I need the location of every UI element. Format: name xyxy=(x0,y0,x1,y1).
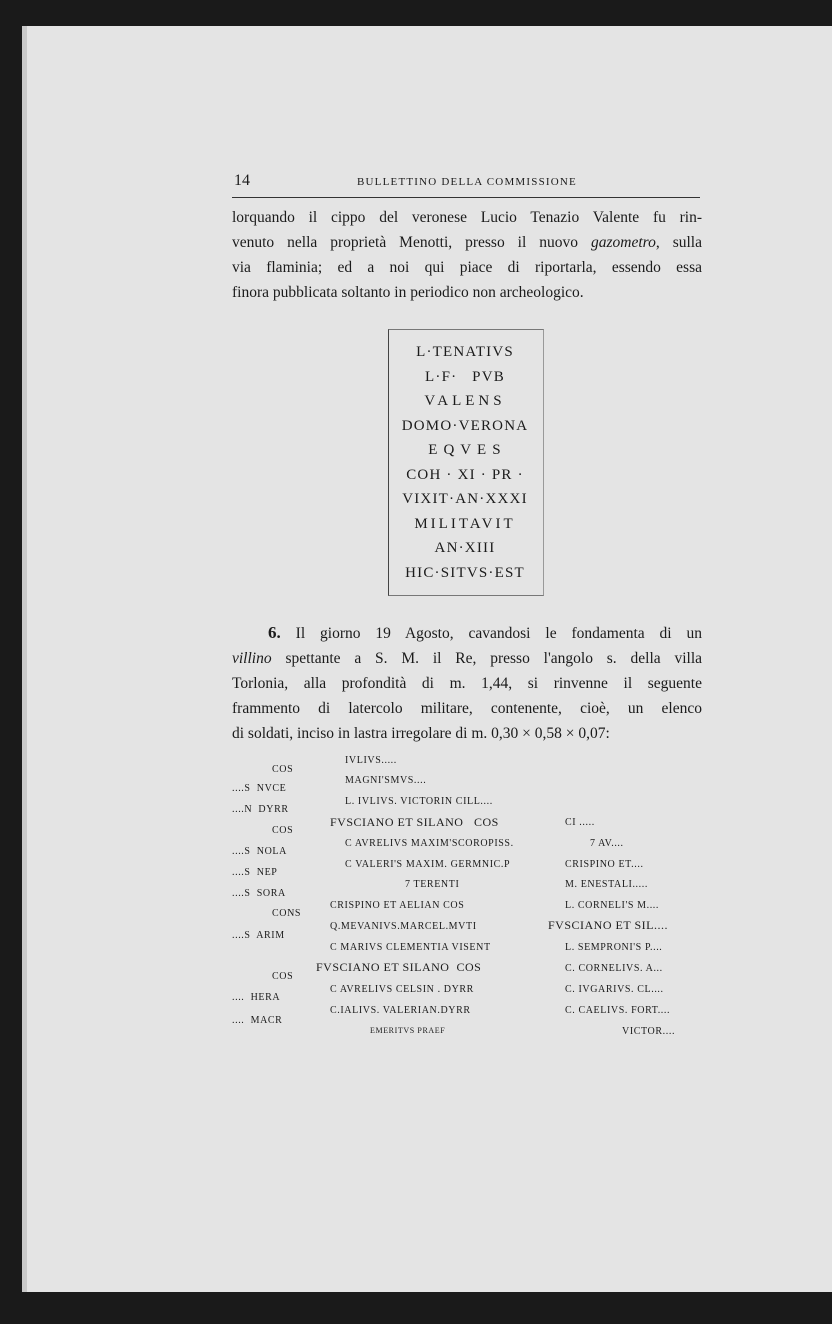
laterculus-entry: FVSCIANO ET SILANO COS xyxy=(316,960,482,974)
laterculus-entry: ....S NOLA xyxy=(232,846,287,857)
intro-line: lorquando il cippo del veronese Lucio Tenazio Valente fu rin- xyxy=(232,209,702,226)
laterculus-entry: CRISPINO ET.... xyxy=(565,859,644,870)
laterculus-entry: MAGNI'SMVS.... xyxy=(345,775,427,786)
laterculus-entry: ....N DYRR xyxy=(232,804,289,815)
intro-line: venuto nella proprietà Menotti, presso il nuovo gazometro, sulla xyxy=(232,234,702,251)
laterculus-entry: C MARIVS CLEMENTIA VISENT xyxy=(330,942,491,953)
inscription-line: L·F· PVB xyxy=(425,368,505,385)
laterculus-entry: ....S NVCE xyxy=(232,783,287,794)
laterculus-entry: .... HERA xyxy=(232,992,281,1003)
laterculus-entry: 7 TERENTI xyxy=(405,879,460,890)
section-number: 6. xyxy=(268,623,281,642)
laterculus-entry: ....S ARIM xyxy=(232,930,285,941)
intro-paragraph xyxy=(232,205,702,305)
intro-line: finora pubblicata soltanto in periodico non archeologico. xyxy=(232,284,584,301)
intro-line: via flaminia; ed a noi qui piace di riportarla, essendo essa xyxy=(232,259,702,276)
inscription-line: VIXIT·AN·XXXI xyxy=(402,491,528,507)
laterculus-entry: COS xyxy=(272,764,294,775)
section-6-line: Torlonia, alla profondità di m. 1,44, si rinvenne il seguente xyxy=(232,675,702,692)
laterculus-entry: COS xyxy=(272,825,294,836)
inscription-line: E Q V E S xyxy=(428,442,502,458)
inscription xyxy=(388,340,542,585)
inscription-line: COH · XI · PR · xyxy=(406,466,524,483)
laterculus-entry: ....S SORA xyxy=(232,888,286,899)
inscription-line: AN·XIII xyxy=(434,540,496,556)
inscription-line: HIC·SITVS·EST xyxy=(405,564,525,581)
laterculus-entry: C VALERI'S MAXIM. GERMNIC.P xyxy=(345,859,511,870)
laterculus-entry: CRISPINO ET AELIAN COS xyxy=(330,900,465,911)
laterculus-entry: C.IALIVS. VALERIAN.DYRR xyxy=(330,1005,471,1016)
laterculus-entry: M. ENESTALI..... xyxy=(565,879,648,890)
section-6-line: di soldati, inciso in lastra irregolare di m. 0,30 × 0,58 × 0,07: xyxy=(232,725,610,742)
page-edge xyxy=(22,26,27,1292)
laterculus-entry: EMERITVS PRAEF xyxy=(370,1026,446,1035)
section-6-line: frammento di latercolo militare, contenente, cioè, un elenco xyxy=(232,700,702,717)
header-rule xyxy=(232,197,700,198)
inscription-line: L·TENATIVS xyxy=(416,344,514,360)
section-6-paragraph xyxy=(232,620,702,746)
laterculus-entry: ....S NEP xyxy=(232,867,278,878)
section-6-line: villino spettante a S. M. il Re, presso l'angolo s. della villa xyxy=(232,650,703,667)
laterculus-entry: FVSCIANO ET SILANO COS xyxy=(330,815,499,829)
laterculus-entry: CI ..... xyxy=(565,817,595,828)
laterculus-entry: .... MACR xyxy=(232,1015,283,1026)
laterculus-entry: C. IVGARIVS. CL.... xyxy=(565,984,664,995)
laterculus-entry: 7 AV.... xyxy=(590,838,624,849)
laterculus-entry: Q.MEVANIVS.MARCEL.MVTI xyxy=(330,921,477,932)
laterculus-entry: L. SEMPRONI'S P.... xyxy=(565,942,663,953)
laterculus-entry: COS xyxy=(272,971,294,982)
laterculus-entry: CONS xyxy=(272,908,302,919)
running-title: BULLETTINO DELLA COMMISSIONE xyxy=(357,176,577,188)
laterculus-entry: IVLIVS..... xyxy=(345,755,397,766)
laterculus-entry: FVSCIANO ET SIL.... xyxy=(548,918,668,932)
page-number: 14 xyxy=(234,172,250,189)
inscription-line: DOMO·VERONA xyxy=(401,417,529,434)
laterculus-entry: C AVRELIVS CELSIN . DYRR xyxy=(330,984,474,995)
inscription-line: VALENS xyxy=(424,393,506,409)
laterculus-entry: C. CAELIVS. FORT.... xyxy=(565,1005,671,1016)
laterculus-entry: L. CORNELI'S M.... xyxy=(565,900,659,911)
laterculus-entry: VICTOR.... xyxy=(622,1026,676,1037)
section-6-line: 6. Il giorno 19 Agosto, cavandosi le fondamenta di un xyxy=(268,623,702,642)
laterculus-entry: C AVRELIVS MAXIM'SCOROPISS. xyxy=(345,838,514,849)
laterculus-entry: C. CORNELIVS. A... xyxy=(565,963,663,974)
inscription-line: MILITAVIT xyxy=(414,515,516,532)
laterculus-entry: L. IVLIVS. VICTORIN CILL.... xyxy=(345,796,493,807)
